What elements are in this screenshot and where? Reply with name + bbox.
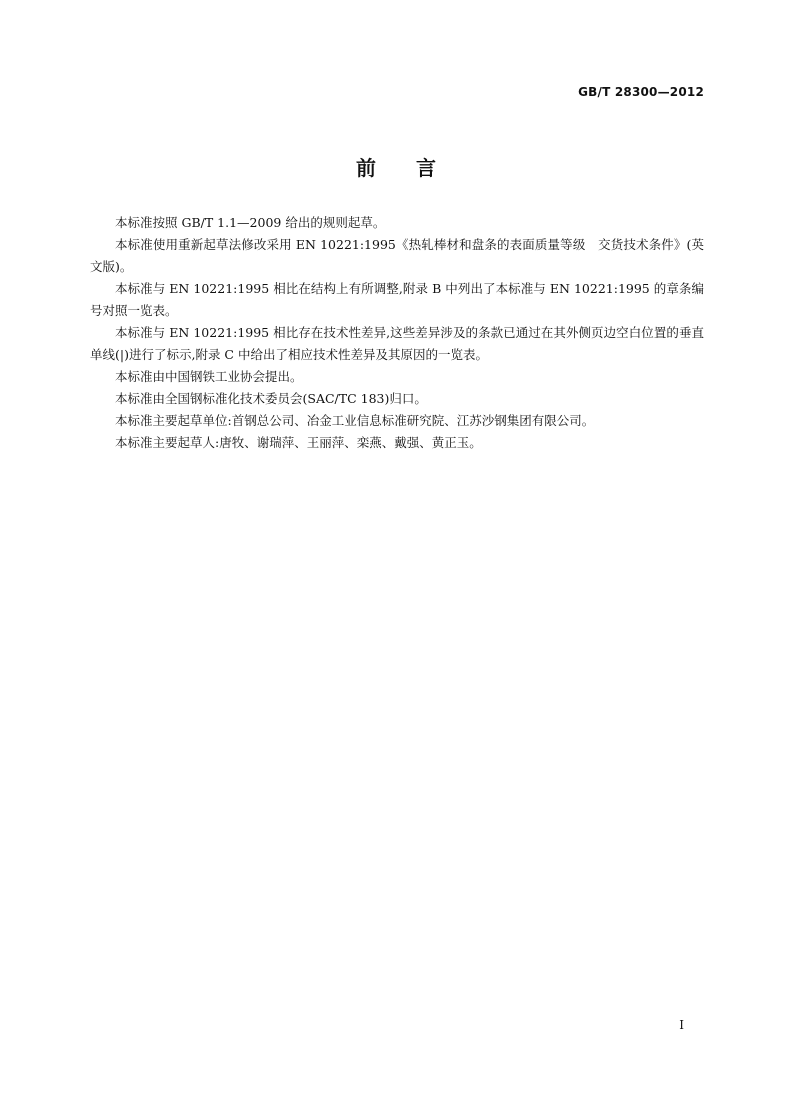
paragraph-drafting-rules: 本标准按照 GB/T 1.1—2009 给出的规则起草。 xyxy=(115,215,386,230)
paragraph-administered-by: 本标准由全国钢标准化技术委员会(SAC/TC 183)归口。 xyxy=(115,391,427,406)
paragraph-adoption-method: 本标准使用重新起草法修改采用 EN 10221:1995《热轧棒材和盘条的表面质量等级 交货技术条件》(英文版)。 xyxy=(90,237,704,274)
standard-code: GB/T 28300—2012 xyxy=(578,85,704,99)
page-number: I xyxy=(679,1018,684,1032)
paragraph-structure-changes: 本标准与 EN 10221:1995 相比在结构上有所调整,附录 B 中列出了本标准与 EN 10221:1995 的章条编号对照一览表。 xyxy=(90,281,704,318)
paragraph-drafters: 本标准主要起草人:唐牧、谢瑞萍、王丽萍、栾燕、戴强、黄正玉。 xyxy=(115,435,482,450)
paragraph-proposed-by: 本标准由中国钢铁工业协会提出。 xyxy=(115,369,303,384)
foreword-body xyxy=(90,212,704,454)
page-title: 前言 xyxy=(356,156,476,180)
paragraph-technical-differences: 本标准与 EN 10221:1995 相比存在技术性差异,这些差异涉及的条款已通过在其外侧页边空白位置的垂直单线(|)进行了标示,附录 C 中给出了相应技术性差异及其原因的一览表。 xyxy=(90,325,704,362)
paragraph-drafting-units: 本标准主要起草单位:首钢总公司、冶金工业信息标准研究院、江苏沙钢集团有限公司。 xyxy=(115,413,595,428)
